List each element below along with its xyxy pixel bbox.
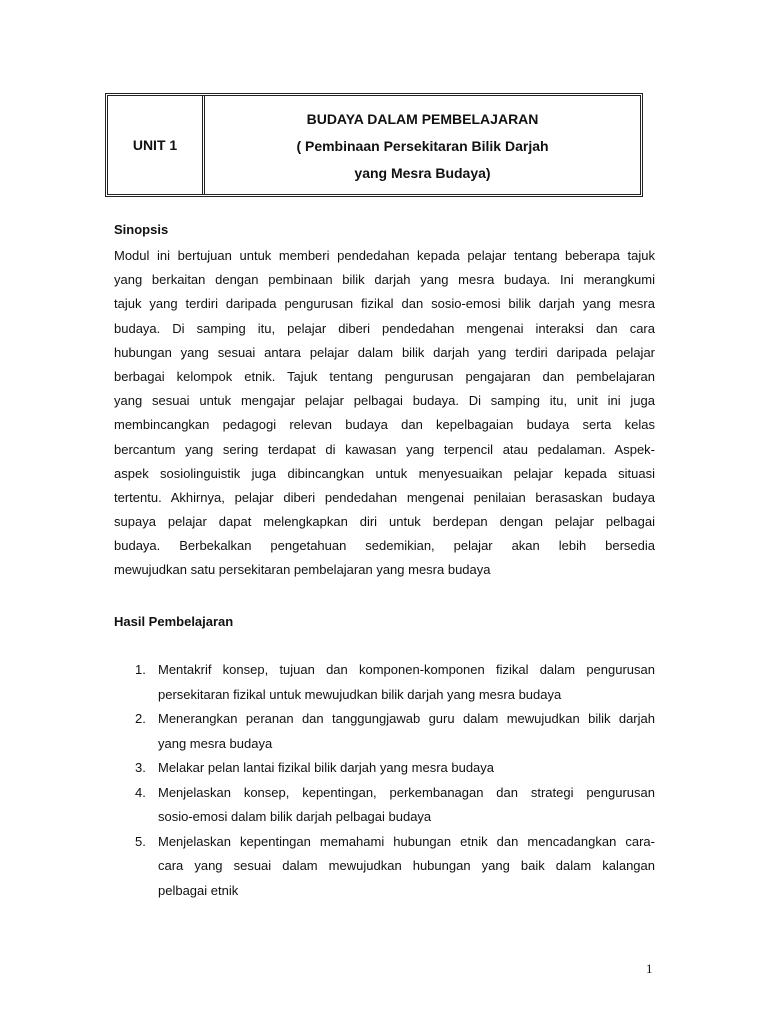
unit-title: BUDAYA DALAM PEMBELAJARAN	[306, 110, 539, 127]
synopsis-line: Modul ini bertujuan untuk memberi pendedahan kepada pelajar tentang beberapa tajuk	[114, 248, 655, 263]
synopsis-line: budaya. Berbekalkan pengetahuan sedemikian, pelajar akan lebih bersedia	[114, 538, 655, 554]
synopsis-line: hubungan yang sesuai antara pelajar dalam bilik darjah yang terdiri daripada pelajar	[114, 344, 655, 360]
outcomes-heading: Hasil Pembelajaran	[114, 614, 234, 629]
outcome-item	[114, 658, 655, 707]
outcome-line: yang mesra budaya	[158, 735, 273, 751]
synopsis-line: yang berkaitan dengan pembinaan bilik darjah yang mesra budaya. Ini merangkumi	[114, 272, 655, 288]
unit-title-block	[205, 96, 640, 194]
synopsis-line: berbagai kelompok etnik. Tajuk tentang pengurusan pengajaran dan pembelajaran	[114, 368, 655, 384]
outcome-item	[114, 781, 655, 830]
synopsis-line: tertentu. Akhirnya, pelajar diberi pendedahan mengenai penilaian berasaskan budaya	[114, 489, 655, 505]
outcome-line: sosio-emosi dalam bilik darjah pelbagai budaya	[158, 809, 432, 824]
synopsis-line: yang sesuai untuk mengajar pelajar pelbagai budaya. Di samping itu, unit ini juga	[114, 393, 655, 409]
outcome-line: pelbagai etnik	[158, 882, 239, 898]
outcome-item	[114, 756, 655, 781]
outcome-line: cara yang sesuai dalam mewujudkan hubungan yang baik dalam kalangan	[158, 858, 655, 873]
synopsis-line: bercantum yang sering terdapat di kawasan yang terpencil atau pedalaman. Aspek-	[114, 441, 655, 457]
outcome-line: persekitaran fizikal untuk mewujudkan bilik darjah yang mesra budaya	[158, 686, 562, 702]
synopsis-paragraph	[114, 244, 655, 583]
synopsis-heading: Sinopsis	[114, 222, 169, 237]
outcome-line: Menjelaskan kepentingan memahami hubungan etnik dan mencadangkan cara-	[158, 833, 655, 849]
unit-subtitle-line-1: ( Pembinaan Persekitaran Bilik Darjah	[296, 137, 549, 154]
outcome-number: 2.	[135, 711, 146, 726]
outcome-line: Menerangkan peranan dan tanggungjawab guru dalam mewujudkan bilik darjah	[158, 711, 655, 726]
unit-label: UNIT 1	[108, 96, 205, 194]
synopsis-line: tajuk yang terdiri daripada pengurusan fizikal dan sosio-emosi bilik darjah yang mesra	[114, 296, 655, 312]
synopsis-line: aspek sosiolinguistik juga dibincangkan untuk menyesuaikan pelajar kepada situasi	[114, 465, 655, 481]
synopsis-line: mewujudkan satu persekitaran pembelajaran yang mesra budaya	[114, 562, 491, 578]
outcome-number: 4.	[135, 784, 146, 800]
outcome-line: Mentakrif konsep, tujuan dan komponen-komponen fizikal dalam pengurusan	[158, 662, 655, 677]
synopsis-line: budaya. Di samping itu, pelajar diberi pendedahan mengenai interaksi dan cara	[114, 320, 655, 336]
synopsis-line: membincangkan pedagogi relevan budaya dan kepelbagaian budaya serta kelas	[114, 417, 655, 433]
outcome-item	[114, 707, 655, 756]
unit-header-table	[105, 93, 643, 197]
outcome-number: 5.	[135, 833, 146, 849]
synopsis-line: supaya pelajar dapat melengkapkan diri untuk berdepan dengan pelajar pelbagai	[114, 514, 655, 530]
outcome-line: Melakar pelan lantai fizikal bilik darjah yang mesra budaya	[158, 760, 495, 775]
page-number: 1	[646, 961, 653, 976]
unit-subtitle-line-2: yang Mesra Budaya)	[354, 164, 491, 181]
outcomes-list	[114, 658, 655, 903]
outcome-line: Menjelaskan konsep, kepentingan, perkembanagan dan strategi pengurusan	[158, 784, 655, 800]
outcome-item	[114, 830, 655, 904]
outcome-number: 1.	[135, 662, 146, 677]
outcome-number: 3.	[135, 760, 146, 775]
